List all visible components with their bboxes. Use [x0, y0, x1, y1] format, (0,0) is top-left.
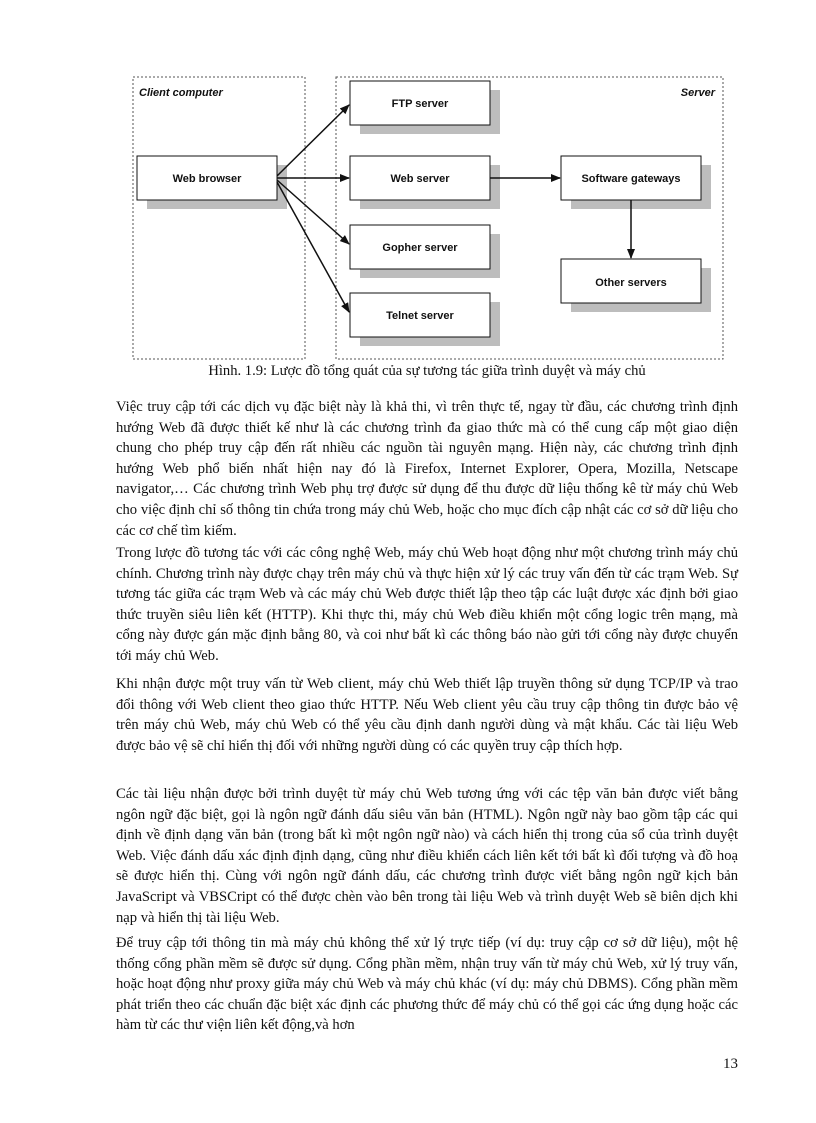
svg-text:FTP server: FTP server: [391, 98, 449, 110]
server-label: Server: [680, 87, 715, 99]
figure-caption: Hình. 1.9: Lược đồ tổng quát của sự tương tác giữa trình duyệt và máy chủ: [208, 363, 646, 379]
arrow-browser-to-telnet: [277, 182, 349, 312]
client-server-diagram: [130, 72, 726, 362]
arrow-browser-to-ftp: [277, 105, 349, 176]
software-gateways-box: [561, 156, 711, 209]
arrow-browser-to-gopher: [277, 180, 349, 244]
paragraph-4: Các tài liệu nhận được bởi trình duyệt từ máy chủ Web tương ứng với các tệp văn bản được viết bằng ngôn ngữ đặc biệt, gọi là ngôn ngữ đánh dấu siêu văn bản (HTML). Ngôn ngữ này bao gồm tập các qui định về định dạng văn bản (trong bất kì một ngôn ngữ nào) và cách hiển thị trong của sổ của trình duyệt Web. Việc đánh dấu xác định định dạng, cũng như điều khiển cách liên kết tới bất kì đối tượng và đồ hoạ sẽ được hiển thị. Cùng với ngôn ngữ đánh dấu, các chương trình được viết bằng ngôn ngữ kịch bản JavaScript và VBSCript có thể được chèn vào bên trong tài liệu Web và trình duyệt Web sẽ biên dịch khi nạp và hiển thị tài liệu Web.: [116, 786, 738, 926]
telnet-server-box: [350, 293, 500, 346]
web-server-box: [350, 156, 500, 209]
paragraph-3: Khi nhận được một truy vấn từ Web client, máy chủ Web thiết lập truyền thông sử dụng TCP/IP và trao đổi thông với Web client theo giao thức HTTP. Nếu Web client yêu cầu truy cập thông tin được bảo vệ trên máy chủ Web, máy chủ Web có thể yêu cầu định danh người dùng và mật khẩu. Các tài liệu Web được bảo vệ sẽ chỉ hiển thị đối với những người dùng có các quyền truy cập thích hợp.: [116, 676, 738, 754]
other-servers-box: [561, 259, 711, 312]
paragraph-2: Trong lược đồ tương tác với các công nghệ Web, máy chủ Web hoạt động như một chương trình máy chủ chính. Chương trình này được chạy trên máy chủ và thực hiện xử lý các truy vấn đến từ các trạm Web. Sự tương tác giữa các trạm Web và các máy chủ Web được thiết lập theo tập các luật được xác định bởi giao thức truyền siêu liên kết (HTTP). Khi thực thi, máy chủ Web điều khiển một cổng logic trên mạng, mà cổng này được gán mặc định bằng 80, và coi như bất kì các thông báo nào gửi tới cổng này được chuyển tới máy chủ Web.: [116, 545, 738, 664]
page-number: 13: [723, 1056, 738, 1072]
svg-text:Telnet server: Telnet server: [386, 310, 454, 322]
paragraph-5: Để truy cập tới thông tin mà máy chủ không thể xử lý trực tiếp (ví dụ: truy cập cơ sở dữ liệu), một hệ thống cổng phần mềm sẽ được sử dụng. Cổng phần mềm, nhận truy vấn từ máy chủ Web, xử lý truy vấn, hoặc hoạt động như proxy giữa máy chủ Web và máy chủ khác (ví dụ: máy chủ DBMS). Cổng phần mềm phát triển theo các chuẩn đặc biệt xác định các phương thức để máy chủ có thể gọi các ứng dụng hoặc các hàm từ các thư viện liên kết động,và hơn: [116, 935, 738, 1034]
paragraph-1: Việc truy cập tới các dịch vụ đặc biệt này là khả thi, vì trên thực tế, ngay từ đầu, các chương trình định hướng Web đã được thiết kế như là các chương trình đa giao thức mà có thể cung cấp một giao diện chung cho phép truy cập đến rất nhiều các nguồn tài nguyên mạng. Hiện này, các chương trình định hướng Web phổ biến nhất hiện nay đó là Firefox, Internet Explorer, Opera, Mozilla, Netscape navigator,… Các chương trình Web phụ trợ được sử dụng để thu được dữ liệu thống kê từ máy chủ Web cho việc định chỉ số thông tin chứa trong máy chủ Web, hoặc cho mục đích cập nhật các cơ sở dữ liệu cho các cơ chế tìm kiếm.: [116, 399, 738, 539]
web-browser-box: [137, 156, 287, 209]
gopher-server-box: [350, 225, 500, 278]
svg-text:Web server: Web server: [390, 173, 450, 185]
svg-text:Web browser: Web browser: [172, 173, 242, 185]
svg-text:Gopher server: Gopher server: [382, 242, 458, 254]
client-computer-region: [133, 77, 305, 359]
ftp-server-box: [350, 81, 500, 134]
client-computer-label: Client computer: [139, 87, 223, 99]
svg-text:Software gateways: Software gateways: [581, 173, 681, 185]
svg-text:Other servers: Other servers: [595, 277, 667, 289]
